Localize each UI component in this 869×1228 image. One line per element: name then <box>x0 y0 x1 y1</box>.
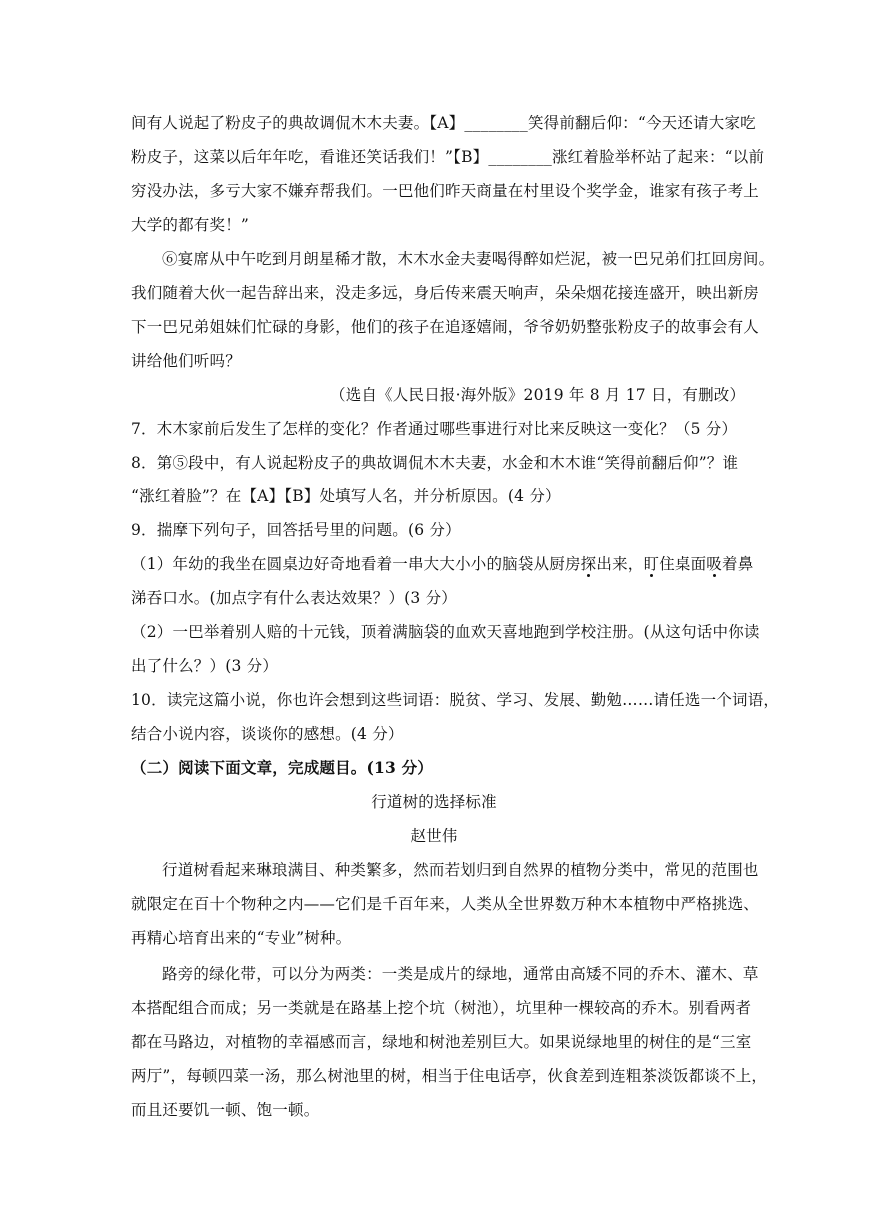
story-p6-line-2: 我们随着大伙一起告辞出来，没走多远，身后传来震天响声，朵朵烟花接连盛开，映出新房 <box>131 284 760 302</box>
q9-1-text-d: 着鼻 <box>722 555 754 573</box>
story-p5-line-4: 大学的都有奖！” <box>131 216 250 234</box>
question-9: 9．揣摩下列句子，回答括号里的问题。(6 分） <box>131 521 461 539</box>
article-p2-line-5: 而且还要饥一顿、饱一顿。 <box>131 1101 320 1119</box>
story-p6-line-1: ⑥宴席从中午吃到月朗星稀才散，木木水金夫妻喝得醉如烂泥，被一巴兄弟们扛回房间。 <box>162 250 775 268</box>
article-p1-line-3: 再精心培育出来的“专业”树种。 <box>131 929 352 947</box>
article-p2-line-1: 路旁的绿化带，可以分为两类：一类是成片的绿地，通常由高矮不同的乔木、灌木、草 <box>162 965 759 983</box>
question-8-line-1: 8．第⑤段中，有人说起粉皮子的典故调侃木木夫妻，水金和木木谁“笑得前翻后仰”？谁 <box>131 454 739 472</box>
article-p2-line-3: 都在马路边，对植物的幸福感而言，绿地和树池差别巨大。如果说绿地里的树住的是“三室 <box>131 1033 752 1051</box>
question-9-1-line-1 <box>131 553 754 575</box>
article-p2-line-4: 两厅”，每顿四菜一汤，那么树池里的树，相当于住电话亭，伙食差到连粗茶淡饭都谈不上， <box>131 1067 768 1085</box>
question-9-2-line-1: （2）一巴举着别人赔的十元钱，顶着满脑袋的血欢天喜地跑到学校注册。(从这句话中你读 <box>131 623 760 641</box>
emphasis-char-ding: 盯 <box>643 555 660 573</box>
question-10-line-2: 结合小说内容，谈谈你的感想。(4 分） <box>131 725 404 743</box>
story-p6-line-3: 下一巴兄弟姐妹们忙碌的身影，他们的孩子在追逐嬉闹，爷爷奶奶整张粉皮子的故事会有人 <box>131 318 760 336</box>
emphasis-char-xi: 吸 <box>706 555 722 573</box>
question-7: 7．木木家前后发生了怎样的变化？作者通过哪些事进行对比来反映这一变化？（5 分） <box>131 420 738 438</box>
question-9-1-line-2: 涕吞口水。(加点字有什么表达效果？）(3 分） <box>131 589 457 607</box>
emphasis-char-tan: 探 <box>580 555 597 573</box>
q9-1-text-a: （1）年幼的我坐在圆桌边好奇地看着一串大大小小的脑袋从厨房 <box>131 555 581 573</box>
story-p5-line-2: 粉皮子，这菜以后年年吃，看谁还笑话我们！”【B】________涨红着脸举杯站了起来：“以前 <box>131 148 765 166</box>
article-p1-line-2: 就限定在百十个物种之内——它们是千百年来，人类从全世界数万种木本植物中严格挑选、 <box>131 895 760 913</box>
story-p5-line-3: 穷没办法，多亏大家不嫌弃帮我们。一巴他们昨天商量在村里设个奖学金，谁家有孩子考上 <box>131 182 760 200</box>
question-10-line-1: 10．读完这篇小说，你也许会想到这些词语：脱贫、学习、发展、勤勉……请任选一个词语， <box>131 691 780 709</box>
story-source: （选自《人民日报·海外版》2019 年 8 月 17 日，有删改） <box>330 386 746 404</box>
story-p5-line-1: 间有人说起了粉皮子的典故调侃木木夫妻。【A】________笑得前翻后仰：“今天还请大家吃 <box>131 114 756 132</box>
article-author: 赵世伟 <box>410 827 458 845</box>
q9-1-text-c: 住桌面 <box>659 555 707 573</box>
story-p6-line-4: 讲给他们听吗？ <box>131 352 241 370</box>
article-p1-line-1: 行道树看起来琳琅满目、种类繁多，然而若划归到自然界的植物分类中，常见的范围也 <box>162 861 759 879</box>
article-title: 行道树的选择标准 <box>371 793 497 811</box>
question-9-2-line-2: 出了什么？）(3 分） <box>131 657 279 675</box>
q9-1-text-b: 出来， <box>596 555 644 573</box>
question-8-line-2: “涨红着脸”？在【A】【B】处填写人名，并分析原因。(4 分） <box>131 487 561 505</box>
article-p2-line-2: 本搭配组合而成；另一类就是在路基上挖个坑（树池），坑里种一棵较高的乔木。别看两者 <box>131 999 752 1017</box>
section-2-heading: （二）阅读下面文章，完成题目。(13 分） <box>131 758 434 777</box>
